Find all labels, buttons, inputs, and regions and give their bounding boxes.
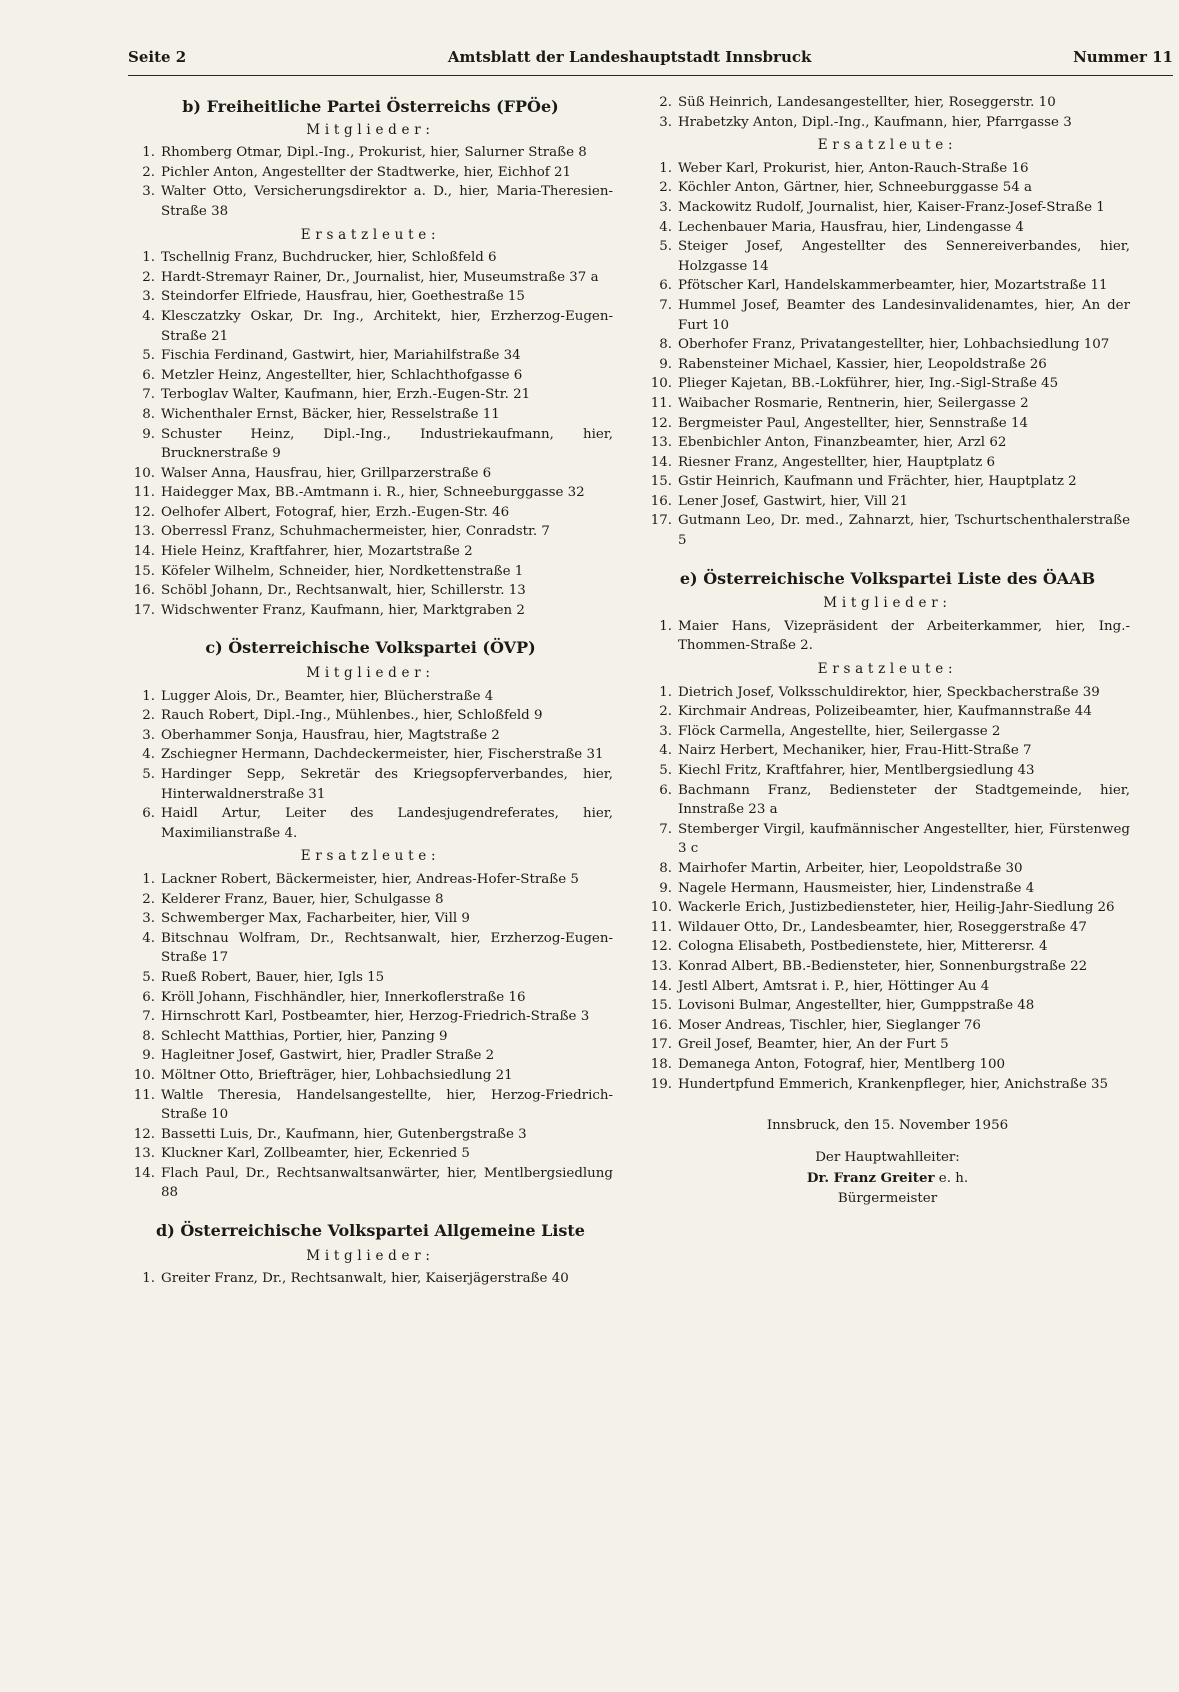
list-item: 1. Dietrich Josef, Volksschuldirektor, hier, Speckbacherstraße 39: [659, 684, 1100, 700]
signature-date: Innsbruck, den 15. November 1956: [766, 1118, 1009, 1134]
list-item: 3. Oberhammer Sonja, Hausfrau, hier, Magtstraße 2: [142, 727, 500, 743]
list-item: 9. Nagele Hermann, Hausmeister, hier, Lindenstraße 4: [659, 880, 1035, 896]
group-label: Ersatzleute:: [817, 661, 958, 678]
list-item: 1. Lugger Alois, Dr., Beamter, hier, Blücherstraße 4: [142, 688, 494, 704]
list-item: 13. Kluckner Karl, Zollbeamter, hier, Eckenried 5: [133, 1146, 470, 1162]
list-item: 9. Hagleitner Josef, Gastwirt, hier, Pradler Straße 2: [142, 1048, 495, 1064]
list-item: 14. Riesner Franz, Angestellter, hier, Hauptplatz 6: [650, 454, 996, 470]
section-heading: b) Freiheitliche Partei Österreichs (FPÖe): [182, 97, 559, 116]
list-item: 1. Tschellnig Franz, Buchdrucker, hier, Schloßfeld 6: [142, 250, 497, 266]
list-item: 18. Demanega Anton, Fotograf, hier, Mentlberg 100: [650, 1056, 1006, 1072]
list-item: 12. Cologna Elisabeth, Postbedienstete, hier, Mitterersr. 4: [650, 939, 1048, 955]
signer-role: Bürgermeister: [837, 1190, 938, 1206]
group-label: Ersatzleute:: [817, 137, 958, 154]
list-item: 4. Zschiegner Hermann, Dachdeckermeister, hier, Fischerstraße 31: [142, 747, 604, 763]
signer-name: Dr. Franz Greiter: [806, 1170, 935, 1187]
list-item: 5. Hardinger Sepp, Sekretär des Kriegsopferverbandes, hier, Hinterwaldnerstraße 31: [142, 767, 613, 802]
substitute-list: [645, 683, 1130, 1094]
list-item: 6. Kröll Johann, Fischhändler, hier, Innerkoflerstraße 16: [142, 989, 526, 1005]
section-heading: c) Österreichische Volkspartei (ÖVP): [205, 638, 536, 658]
list-item: 4. Lechenbauer Maria, Hausfrau, hier, Lindengasse 4: [659, 219, 1024, 235]
signer-suffix: e. h.: [938, 1171, 969, 1187]
list-item: 17. Gutmann Leo, Dr. med., Zahnarzt, hier, Tschurtschenthalerstraße 5: [650, 513, 1130, 549]
list-item: 15. Köfeler Wilhelm, Schneider, hier, Nordkettenstraße 1: [133, 563, 524, 579]
group-label: Mitglieder:: [823, 595, 952, 612]
section-heading: d) Österreichische Volkspartei Allgemeine Liste: [156, 1221, 585, 1241]
substitute-list: [128, 248, 613, 620]
list-item: 2. Köchler Anton, Gärtner, hier, Schneeburggasse 54 a: [659, 180, 1032, 196]
list-item: 3. Flöck Carmella, Angestellte, hier, Seilergasse 2: [659, 723, 1001, 739]
list-item: 2. Kirchmair Andreas, Polizeibeamter, hier, Kaufmannstraße 44: [659, 704, 1092, 720]
list-item: 14. Flach Paul, Dr., Rechtsanwaltsanwärter, hier, Mentlbergsiedlung 88: [133, 1165, 613, 1201]
list-item: 10. Möltner Otto, Briefträger, hier, Lohbachsiedlung 21: [133, 1067, 513, 1083]
list-item: 3. Steindorfer Elfriede, Hausfrau, hier, Goethestraße 15: [142, 289, 525, 305]
list-item: 9. Rabensteiner Michael, Kassier, hier, Leopoldstraße 26: [659, 356, 1047, 372]
list-item: 16. Lener Josef, Gastwirt, hier, Vill 21: [650, 493, 909, 509]
member-list: [128, 687, 613, 844]
list-item: 3. Hrabetzky Anton, Dipl.-Ing., Kaufmann, hier, Pfarrgasse 3: [659, 114, 1072, 130]
section-heading: e) Österreichische Volkspartei Liste des ÖAAB: [679, 568, 1096, 588]
list-item: 8. Wichenthaler Ernst, Bäcker, hier, Resselstraße 11: [142, 406, 500, 422]
list-item: 5. Kiechl Fritz, Kraftfahrer, hier, Mentlbergsiedlung 43: [659, 763, 1035, 778]
list-item: 4. Bitschnau Wolfram, Dr., Rechtsanwalt, hier, Erzherzog-Eugen-Straße 17: [142, 930, 613, 966]
member-list-continued: [645, 93, 1130, 132]
list-item: 16. Moser Andreas, Tischler, hier, Sieglanger 76: [650, 1017, 981, 1033]
list-item: 10. Wackerle Erich, Justizbediensteter, hier, Heilig-Jahr-Siedlung 26: [650, 900, 1115, 916]
group-label: Mitglieder:: [306, 665, 435, 682]
member-list: [645, 617, 1130, 656]
list-item: 14. Hiele Heinz, Kraftfahrer, hier, Mozartstraße 2: [133, 544, 473, 560]
member-list: [128, 143, 613, 221]
list-item: 7. Stemberger Virgil, kaufmännischer Angestellter, hier, Fürstenweg 3 c: [659, 821, 1130, 857]
member-list: [128, 1269, 613, 1289]
group-label: Mitglieder:: [306, 121, 435, 138]
list-item: 12. Oelhofer Albert, Fotograf, hier, Erzh.-Eugen-Str. 46: [133, 504, 510, 520]
list-item: 11. Waltle Theresia, Handelsangestellte, hier, Herzog-Friedrich-Straße 10: [133, 1087, 613, 1123]
list-item: 4. Klesczatzky Oskar, Dr. Ing., Architekt, hier, Erzherzog-Eugen-Straße 21: [142, 308, 613, 344]
list-item: 8. Oberhofer Franz, Privatangestellter, hier, Lohbachsiedlung 107: [659, 337, 1110, 353]
list-item: 1. Greiter Franz, Dr., Rechtsanwalt, hier, Kaiserjägerstraße 40: [142, 1271, 569, 1287]
list-item: 1. Rhomberg Otmar, Dipl.-Ing., Prokurist, hier, Salurner Straße 8: [142, 145, 587, 161]
list-item: 3. Mackowitz Rudolf, Journalist, hier, Kaiser-Franz-Josef-Straße 1: [659, 199, 1105, 215]
list-item: 2. Süß Heinrich, Landesangestellter, hier, Roseggerstr. 10: [659, 95, 1056, 110]
list-item: 6. Metzler Heinz, Angestellter, hier, Schlachthofgasse 6: [142, 367, 523, 383]
list-item: 13. Oberressl Franz, Schuhmachermeister, hier, Conradstr. 7: [133, 524, 550, 540]
header-rule: [128, 75, 1173, 76]
signature-title: Der Hauptwahlleiter:: [815, 1149, 960, 1165]
list-item: 16. Schöbl Johann, Dr., Rechtsanwalt, hier, Schillerstr. 13: [133, 583, 526, 599]
group-label: Ersatzleute:: [300, 226, 441, 243]
left-column: [128, 93, 613, 1293]
list-item: 1. Weber Karl, Prokurist, hier, Anton-Rauch-Straße 16: [659, 160, 1029, 176]
list-item: 14. Jestl Albert, Amtsrat i. P., hier, Höttinger Au 4: [650, 978, 990, 994]
list-item: 2. Hardt-Stremayr Rainer, Dr., Journalist, hier, Museumstraße 37 a: [142, 269, 599, 285]
list-item: 12. Bergmeister Paul, Angestellter, hier, Sennstraße 14: [650, 415, 1028, 431]
publication-title: Amtsblatt der Landeshauptstadt Innsbruck: [447, 48, 812, 66]
group-label: Mitglieder:: [306, 1247, 435, 1264]
list-item: 13. Ebenbichler Anton, Finanzbeamter, hier, Arzl 62: [650, 435, 1007, 451]
list-item: 7. Hummel Josef, Beamter des Landesinvalidenamtes, hier, An der Furt 10: [659, 297, 1130, 333]
list-item: 15. Lovisoni Bulmar, Angestellter, hier, Gumppstraße 48: [650, 998, 1035, 1014]
list-item: 4. Nairz Herbert, Mechaniker, hier, Frau-Hitt-Straße 7: [659, 743, 1032, 759]
list-item: 7. Terboglav Walter, Kaufmann, hier, Erzh.-Eugen-Str. 21: [142, 387, 531, 403]
list-item: 2. Kelderer Franz, Bauer, hier, Schulgasse 8: [142, 891, 444, 907]
list-item: 11. Haidegger Max, BB.-Amtmann i. R., hier, Schneeburggasse 32: [133, 485, 585, 501]
list-item: 8. Schlecht Matthias, Portier, hier, Panzing 9: [142, 1028, 448, 1044]
list-item: 10. Walser Anna, Hausfrau, hier, Grillparzerstraße 6: [133, 465, 492, 481]
right-column: [645, 93, 1130, 1208]
list-item: 1. Lackner Robert, Bäckermeister, hier, Andreas-Hofer-Straße 5: [142, 871, 579, 887]
page-number: Seite 2: [128, 48, 187, 66]
list-item: 6. Haidl Artur, Leiter des Landesjugendreferates, hier, Maximilianstraße 4.: [142, 806, 613, 841]
list-item: 3. Schwemberger Max, Facharbeiter, hier, Vill 9: [142, 911, 470, 927]
list-item: 19. Hundertpfund Emmerich, Krankenpfleger, hier, Anichstraße 35: [650, 1076, 1109, 1092]
list-item: 17. Widschwenter Franz, Kaufmann, hier, Marktgraben 2: [133, 602, 525, 618]
list-item: 2. Rauch Robert, Dipl.-Ing., Mühlenbes., hier, Schloßfeld 9: [142, 708, 543, 724]
list-item: 9. Schuster Heinz, Dipl.-Ing., Industriekaufmann, hier, Brucknerstraße 9: [142, 426, 613, 462]
list-item: 5. Rueß Robert, Bauer, hier, Igls 15: [142, 969, 385, 985]
list-item: 2. Pichler Anton, Angestellter der Stadtwerke, hier, Eichhof 21: [142, 164, 572, 180]
list-item: 5. Fischia Ferdinand, Gastwirt, hier, Mariahilfstraße 34: [142, 348, 521, 364]
issue-number: Nummer 11: [1073, 48, 1173, 66]
list-item: 11. Waibacher Rosmarie, Rentnerin, hier, Seilergasse 2: [650, 395, 1029, 411]
list-item: 17. Greil Josef, Beamter, hier, An der Furt 5: [650, 1037, 949, 1053]
list-item: 12. Bassetti Luis, Dr., Kaufmann, hier, Gutenbergstraße 3: [133, 1126, 527, 1142]
list-item: 10. Plieger Kajetan, BB.-Lokführer, hier, Ing.-Sigl-Straße 45: [650, 376, 1059, 392]
list-item: 5. Steiger Josef, Angestellter des Sennereiverbandes, hier, Holzgasse 14: [659, 239, 1130, 274]
page-header: [128, 44, 1173, 70]
list-item: 13. Konrad Albert, BB.-Bediensteter, hier, Sonnenburgstraße 22: [650, 958, 1088, 974]
list-item: 8. Mairhofer Martin, Arbeiter, hier, Leopoldstraße 30: [659, 860, 1023, 876]
list-item: 3. Walter Otto, Versicherungsdirektor a. D., hier, Maria-Theresien-Straße 38: [142, 184, 613, 219]
group-label: Ersatzleute:: [300, 848, 441, 865]
list-item: 1. Maier Hans, Vizepräsident der Arbeiterkammer, hier, Ing.-Thommen-Straße 2.: [659, 618, 1130, 654]
list-item: 7. Hirnschrott Karl, Postbeamter, hier, Herzog-Friedrich-Straße 3: [142, 1009, 590, 1025]
signature-line: [645, 1169, 1130, 1189]
substitute-list: [128, 870, 613, 1203]
list-item: 6. Bachmann Franz, Bediensteter der Stadtgemeinde, hier, Innstraße 23 a: [659, 782, 1130, 818]
list-item: 11. Wildauer Otto, Dr., Landesbeamter, hier, Roseggerstraße 47: [650, 919, 1087, 935]
substitute-list: [645, 159, 1130, 551]
list-item: 6. Pfötscher Karl, Handelskammerbeamter, hier, Mozartstraße 11: [659, 278, 1108, 294]
signature-block: [645, 1116, 1130, 1208]
list-item: 15. Gstir Heinrich, Kaufmann und Frächter, hier, Hauptplatz 2: [650, 474, 1077, 490]
